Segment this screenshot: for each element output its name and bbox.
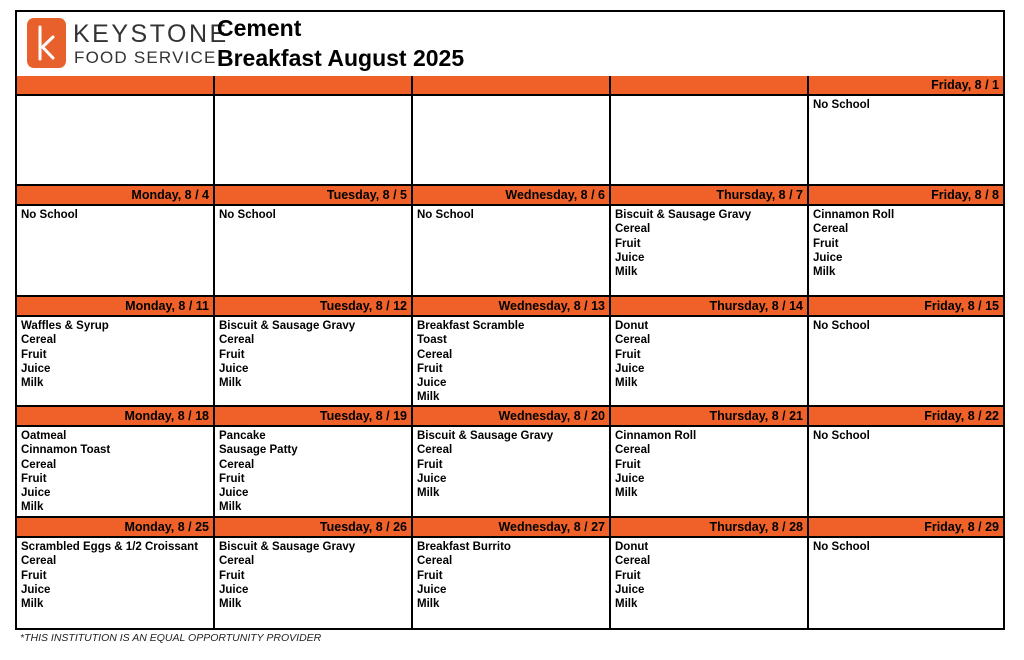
day-cell [809,518,1003,628]
menu-item: Fruit [21,569,47,582]
day-header: Monday, 8 / 11 [17,297,213,317]
menu-items [17,427,213,515]
menu-item: No School [813,320,870,332]
menu-item: No School [813,541,870,553]
day-header: Friday, 8 / 29 [809,518,1003,538]
menu-item: Biscuit & Sausage Gravy [219,541,356,553]
menu-item: Milk [417,598,440,611]
menu-item: Pancake [219,430,266,442]
day-cell [611,518,809,628]
menu-items [611,317,807,390]
menu-items [215,206,411,222]
menu-items [215,538,411,611]
menu-item: Donut [615,320,649,332]
menu-item: Cereal [21,334,57,347]
menu-item: Fruit [813,237,839,250]
menu-item: Milk [21,598,44,611]
menu-item: Juice [219,583,249,596]
menu-item: Biscuit & Sausage Gravy [219,320,356,332]
menu-item: Cereal [615,223,651,236]
menu-item: Fruit [21,472,47,485]
menu-item: Toast [417,334,447,347]
day-cell [17,518,215,628]
menu-items [809,538,1003,554]
day-header: Friday, 8 / 1 [809,76,1003,96]
menu-item: Juice [219,487,249,500]
menu-item: Fruit [219,472,245,485]
menu-item: Juice [21,583,51,596]
day-header: Friday, 8 / 15 [809,297,1003,317]
keystone-logo-icon [27,18,66,68]
menu-items [809,427,1003,443]
school-name: Cement [217,15,302,41]
menu-items [215,96,411,98]
menu-item: Cereal [219,334,255,347]
brand-name: KEYSTONE [73,20,229,48]
menu-items [215,317,411,390]
menu-item: Biscuit & Sausage Gravy [417,430,554,442]
day-cell [17,186,215,297]
menu-item: Milk [21,377,44,390]
day-cell [215,186,413,297]
menu-item: Fruit [417,362,443,375]
day-cell [611,76,809,186]
menu-item: Sausage Patty [219,444,298,457]
menu-item: Juice [417,472,447,485]
day-cell [611,186,809,297]
day-cell [17,76,215,186]
menu-item: Fruit [219,348,245,361]
menu-item: Cereal [21,555,57,568]
menu-item: Milk [615,598,638,611]
day-cell [809,407,1003,518]
day-header: Tuesday, 8 / 12 [215,297,411,317]
day-header: Wednesday, 8 / 6 [413,186,609,206]
menu-item: Juice [21,362,51,375]
menu-item: Oatmeal [21,430,67,442]
menu-item: Fruit [615,458,641,471]
calendar-grid [17,76,1003,628]
menu-item: Juice [219,362,249,375]
menu-items [215,427,411,515]
page-header [17,12,1003,78]
menu-item: Fruit [219,569,245,582]
day-header: Thursday, 8 / 28 [611,518,807,538]
day-header: Monday, 8 / 4 [17,186,213,206]
day-header: Tuesday, 8 / 19 [215,407,411,427]
day-cell [215,76,413,186]
day-cell [413,518,611,628]
day-header: Monday, 8 / 18 [17,407,213,427]
menu-item: Cereal [219,458,255,471]
day-header: Friday, 8 / 8 [809,186,1003,206]
menu-items [809,206,1003,279]
day-header: Tuesday, 8 / 26 [215,518,411,538]
menu-item: No School [21,209,78,221]
day-cell [17,297,215,407]
menu-items [17,96,213,98]
menu-item: Juice [21,487,51,500]
menu-item: Cereal [813,223,849,236]
menu-item: No School [219,209,276,221]
menu-items [809,317,1003,333]
menu-items [611,538,807,611]
day-cell [809,297,1003,407]
day-cell [611,407,809,518]
menu-item: Milk [219,501,242,514]
menu-item: Cereal [417,348,453,361]
menu-item: Breakfast Scramble [417,320,525,332]
menu-item: Milk [417,391,440,404]
menu-item: Milk [813,266,836,279]
day-cell [215,407,413,518]
menu-items [17,206,213,222]
menu-item: No School [813,430,870,442]
day-header [611,76,807,96]
menu-item: Juice [417,377,447,390]
day-cell [413,76,611,186]
menu-item: Juice [417,583,447,596]
menu-title: Breakfast August 2025 [217,45,465,71]
day-header: Wednesday, 8 / 13 [413,297,609,317]
menu-item: Cereal [615,444,651,457]
day-header [215,76,411,96]
menu-item: Milk [417,487,440,500]
menu-item: No School [417,209,474,221]
day-header: Thursday, 8 / 7 [611,186,807,206]
menu-items [17,538,213,611]
footer-note: *THIS INSTITUTION IS AN EQUAL OPPORTUNITY PROVIDER [20,632,322,644]
menu-items [413,538,609,611]
menu-item: Cereal [219,555,255,568]
day-header: Friday, 8 / 22 [809,407,1003,427]
menu-item: Juice [615,362,645,375]
menu-item: Fruit [417,458,443,471]
menu-items [611,96,807,98]
day-header: Wednesday, 8 / 20 [413,407,609,427]
menu-item: Juice [615,583,645,596]
day-cell [809,186,1003,297]
menu-item: Milk [615,377,638,390]
menu-item: No School [813,99,870,111]
menu-item: Juice [615,472,645,485]
menu-item: Cereal [417,444,453,457]
menu-item: Milk [219,377,242,390]
menu-items [17,317,213,390]
day-cell [413,186,611,297]
menu-items [413,206,609,222]
day-header: Thursday, 8 / 14 [611,297,807,317]
day-header [17,76,213,96]
menu-items [413,96,609,98]
menu-item: Biscuit & Sausage Gravy [615,209,752,221]
menu-items [413,427,609,500]
day-cell [413,297,611,407]
day-header: Wednesday, 8 / 27 [413,518,609,538]
day-cell [215,518,413,628]
day-cell [215,297,413,407]
menu-item: Fruit [615,237,641,250]
menu-item: Cereal [21,458,57,471]
menu-item: Fruit [417,569,443,582]
day-header: Monday, 8 / 25 [17,518,213,538]
menu-item: Cereal [417,555,453,568]
day-header [413,76,609,96]
menu-item: Cereal [615,555,651,568]
menu-item: Cinnamon Toast [21,444,111,457]
brand-subtitle: FOOD SERVICE [74,48,217,67]
menu-item: Donut [615,541,649,553]
menu-item: Breakfast Burrito [417,541,511,553]
menu-item: Fruit [615,569,641,582]
menu-item: Milk [615,487,638,500]
day-cell [809,76,1003,186]
menu-item: Cereal [615,334,651,347]
menu-item: Juice [615,251,645,264]
menu-item: Milk [219,598,242,611]
menu-items [611,206,807,279]
day-cell [413,407,611,518]
day-cell [611,297,809,407]
menu-item: Fruit [615,348,641,361]
menu-item: Fruit [21,348,47,361]
menu-item: Waffles & Syrup [21,320,109,332]
menu-item: Milk [21,501,44,514]
day-cell [17,407,215,518]
menu-item: Juice [813,251,843,264]
menu-item: Milk [615,266,638,279]
day-header: Thursday, 8 / 21 [611,407,807,427]
menu-items [611,427,807,500]
menu-calendar-frame [15,10,1005,630]
menu-item: Cinnamon Roll [813,209,895,221]
day-header: Tuesday, 8 / 5 [215,186,411,206]
menu-item: Cinnamon Roll [615,430,697,442]
menu-items [413,317,609,405]
menu-item: Scrambled Eggs & 1/2 Croissant [21,541,199,553]
menu-items [809,96,1003,112]
